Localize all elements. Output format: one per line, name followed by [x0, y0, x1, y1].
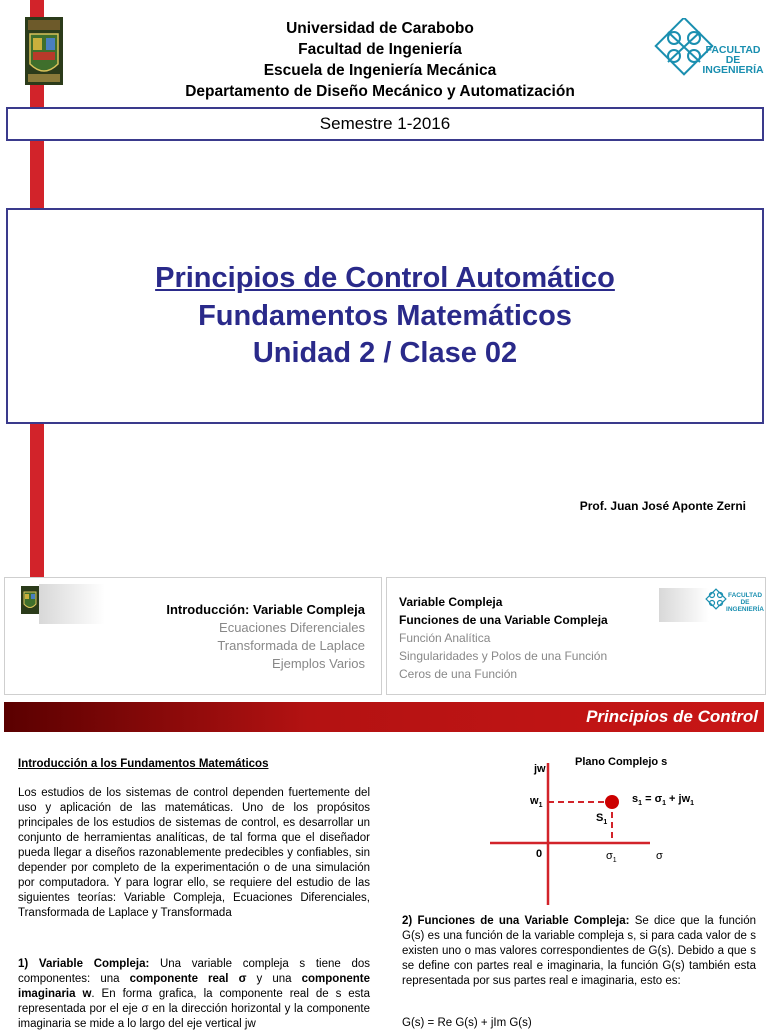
section1-text-c: y una — [246, 973, 302, 985]
label-eq-1: 1 — [638, 800, 643, 807]
section1-text-e: . En forma grafica, la componente real de s esta representada por el eje σ en la dirección horizontal y la componente imaginaria se mide a lo largo del eje vertical jw — [18, 988, 370, 1030]
section1-text-a: Una variable compleja s tiene dos componentes: una — [18, 958, 370, 985]
intro-paragraph: Los estudios de los sistemas de control dependen fuertemente del uso y aplicación de las matemáticas. Uno de los propósitos principales de los estudios de sistemas de control, es desarrollar un conjunto de herramientas analíticas, de tal forma que el diseñador pueda llegar a diseños razonablemente predecibles y confiables, sin depender por completo de la experimentación o de una simulación por computadora. Y para lograr ello, se requiere del estudio de las siguientes teorías: Variable Compleja, Ecuaciones Diferenciales, Transformada de Laplace y Transformada — [18, 787, 370, 919]
agenda-right-item-3: Ceros de una Función — [399, 667, 518, 681]
svg-text:σ1 — [606, 850, 617, 864]
header-department: Departamento de Diseño Mecánico y Automatización — [185, 83, 575, 100]
label-eq-3: 1 — [662, 800, 666, 807]
label-s1: S — [596, 812, 604, 824]
agenda-right-item-1: Función Analítica — [399, 631, 491, 645]
label-eq-4: + jw — [666, 793, 691, 805]
svg-text:w1 — [529, 795, 543, 809]
label-eq-5: 1 — [690, 800, 695, 807]
label-sigma1-sub: 1 — [612, 857, 617, 864]
section1-text-b: componente real σ — [129, 973, 247, 985]
faculty-logo — [654, 18, 766, 88]
header-university: Universidad de Carabobo — [286, 20, 474, 37]
complex-plane-diagram — [470, 745, 700, 910]
label-origin: 0 — [536, 848, 543, 860]
small-logo-text-2: DE — [740, 599, 750, 606]
header-faculty: Facultad de Ingeniería — [298, 41, 462, 58]
banner-title: Principios de Control — [586, 707, 758, 726]
agenda-right-active-1: Variable Compleja — [399, 595, 503, 609]
university-seal-icon — [24, 16, 64, 86]
small-logo-text-1: FACULTAD — [727, 592, 763, 599]
agenda-left-item-3: Ejemplos Varios — [272, 656, 365, 671]
title-line-2: Fundamentos Matemáticos — [198, 300, 572, 332]
label-w1-sub: 1 — [538, 802, 543, 809]
section1-lead: 1) Variable Compleja: — [18, 958, 150, 970]
faculty-logo-text-2: DE — [725, 54, 741, 66]
agenda-right-fade — [659, 588, 709, 622]
professor-name: Prof. Juan José Aponte Zerni — [579, 499, 746, 513]
title-box — [6, 208, 764, 424]
section1-text-d: componente imaginaria w — [18, 973, 370, 1000]
point-s1 — [605, 795, 619, 809]
faculty-logo-text-3: INGENIERÍA — [702, 64, 764, 76]
section2-body: Se dice que la función G(s) es una función de la variable compleja s, si para cada valor de s existen uno o mas valores correspondientes de G(s). Debido a que s se define con partes real e imaginaria, la función G(s) también esta representada por sus partes real e imaginaria, esto es: — [402, 915, 757, 987]
faculty-logo-text-1: FACULTAD — [705, 44, 761, 56]
label-sigma1: σ — [606, 850, 613, 862]
intro-heading: Introducción a los Fundamentos Matemáticos — [18, 758, 269, 770]
agenda-right-active-2: Funciones de una Variable Compleja — [399, 613, 608, 627]
agenda-left-item-2: Transformada de Laplace — [217, 638, 365, 653]
agenda-left-item-1: Ecuaciones Diferenciales — [219, 620, 365, 635]
label-plane-title: Plano Complejo s — [575, 756, 668, 768]
section1-paragraph — [18, 957, 370, 1032]
small-faculty-logo-icon — [705, 586, 727, 616]
agenda-right-item-2: Singularidades y Polos de una Función — [399, 649, 608, 663]
section2-paragraph — [402, 914, 756, 989]
agenda-panel-left — [4, 577, 382, 695]
small-logo-text-3: INGENIERÍA — [726, 606, 764, 613]
label-jw: jw — [534, 763, 546, 775]
label-s1-sub: 1 — [603, 819, 608, 826]
small-faculty-logo — [705, 586, 727, 621]
agenda-left-fade — [39, 584, 105, 624]
small-seal-icon — [21, 586, 39, 619]
agenda-panel-right — [386, 577, 766, 695]
section-banner — [4, 702, 764, 732]
semester-label: Semestre 1-2016 — [319, 114, 451, 133]
svg-text:S1 — [596, 812, 607, 826]
label-eq-2: = σ — [642, 793, 663, 805]
label-w1: w — [530, 795, 539, 807]
section2-lead: 2) Funciones de una Variable Compleja: — [402, 915, 630, 927]
svg-text:s1 = σ1 + jw1 — [632, 793, 694, 807]
header-school: Escuela de Ingeniería Mecánica — [263, 62, 497, 79]
title-line-1: Principios de Control Automático — [155, 262, 615, 294]
title-line-3: Unidad 2 / Clase 02 — [252, 337, 518, 369]
agenda-left-active: Introducción: Variable Compleja — [166, 602, 365, 617]
label-eq-s: s — [632, 793, 639, 805]
section2-formula: G(s) = Re G(s) + jIm G(s) — [402, 1017, 532, 1029]
label-sigma: σ — [656, 850, 663, 862]
semester-box — [6, 107, 764, 141]
